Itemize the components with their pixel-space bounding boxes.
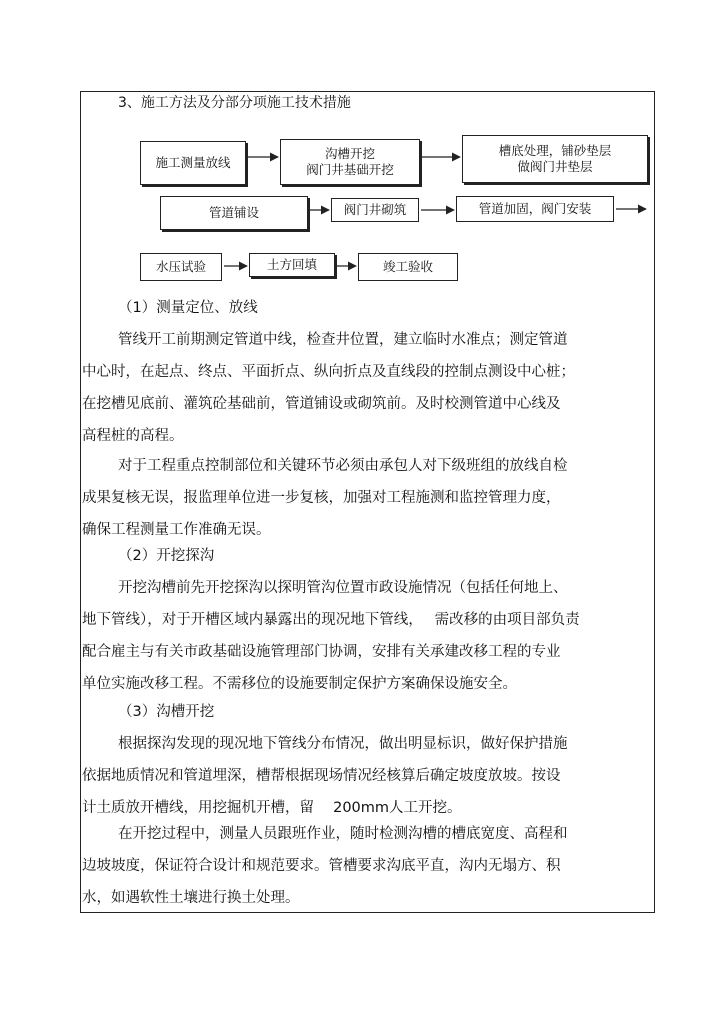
s1-p2-line-2: 成果复核无误，报监理单位进一步复核，加强对工程施测和监控管理力度，: [82, 490, 561, 506]
s1-p2-line-3: 确保工程测量工作准确无误。: [82, 522, 271, 538]
s3-p2-line-2: 边坡坡度，保证符合设计和规范要求。管槽要求沟底平直，沟内无塌方、积: [82, 858, 561, 874]
s1-p1-line-3: 在挖槽见底前、灌筑砼基础前，管道铺设或砌筑前。及时校测管道中心线及: [82, 396, 561, 412]
section-heading: 3、施工方法及分部分项施工技术措施: [118, 95, 351, 111]
flow-box-base-line2: 做阀门井垫层: [517, 159, 593, 174]
flow-box-reinforce-label: 管道加固，阀门安装: [478, 201, 592, 216]
s1-p1-line-4: 高程桩的高程。: [82, 428, 184, 444]
s1-title: （1）测量定位、放线: [118, 300, 258, 316]
s3-paragraph-2: [82, 818, 652, 914]
s1-p2-line-1: 对于工程重点控制部位和关键环节必须由承包人对下级班组的放线自检: [118, 458, 568, 474]
s3-p1-line-1: 根据探沟发现的现况地下管线分布情况，做出明显标识，做好保护措施: [118, 736, 568, 752]
flow-box-acceptance-label: 竣工验收: [382, 259, 433, 274]
flow-box-backfill-label: 土方回填: [266, 257, 317, 272]
s2-title: （2）开挖探沟: [118, 548, 215, 564]
flow-box-survey-label: 施工测量放线: [155, 155, 231, 170]
flow-box-pipe-lay-label: 管道铺设: [208, 205, 259, 220]
s2-p1-line-4: 单位实施改移工程。不需移位的设施要制定保护方案确保设施安全。: [82, 676, 517, 692]
s2-p1-line-2: 地下管线），对于开槽区域内暴露出的现况地下管线， 需改移的由项目部负责: [82, 612, 580, 628]
s1-p1-line-1: 管线开工前期测定管道中线，检查井位置，建立临时水准点；测定管道: [118, 332, 568, 348]
s3-p1-line-2: 依据地质情况和管道埋深，槽帮根据现场情况经核算后确定坡度放坡。按设: [82, 768, 561, 784]
s3-title: （3）沟槽开挖: [118, 704, 215, 720]
flow-box-trench-line1: 沟槽开挖: [324, 146, 375, 161]
flow-box-pressure-test-label: 水压试验: [155, 259, 206, 274]
s2-p1-line-3: 配合雇主与有关市政基础设施管理部门协调，安排有关承建改移工程的专业: [82, 644, 561, 660]
s1-paragraph-1: [82, 324, 652, 452]
flow-box-trench-line2: 阀门井基础开挖: [306, 162, 394, 177]
s3-p1-line-3: 计土质放开槽线，用挖掘机开槽，留 200mm人工开挖。: [82, 800, 462, 816]
flow-box-base-line1: 槽底处理，铺砂垫层: [498, 143, 612, 158]
s2-p1-line-1: 开挖沟槽前先开挖探沟以探明管沟位置市政设施情况（包括任何地上、: [118, 580, 568, 596]
s3-paragraph-1: [82, 728, 652, 824]
s2-paragraph-1: [82, 572, 652, 700]
s1-paragraph-2: [82, 450, 652, 546]
s3-p2-line-3: 水，如遇软性土壤进行换土处理。: [82, 890, 300, 906]
s1-p1-line-2: 中心时，在起点、终点、平面折点、纵向折点及直线段的控制点测设中心桩；: [82, 364, 575, 380]
s3-p2-line-1: 在开挖过程中，测量人员跟班作业，随时检测沟槽的槽底宽度、高程和: [118, 826, 568, 842]
flow-box-valve-well-label: 阀门井砌筑: [343, 202, 407, 217]
